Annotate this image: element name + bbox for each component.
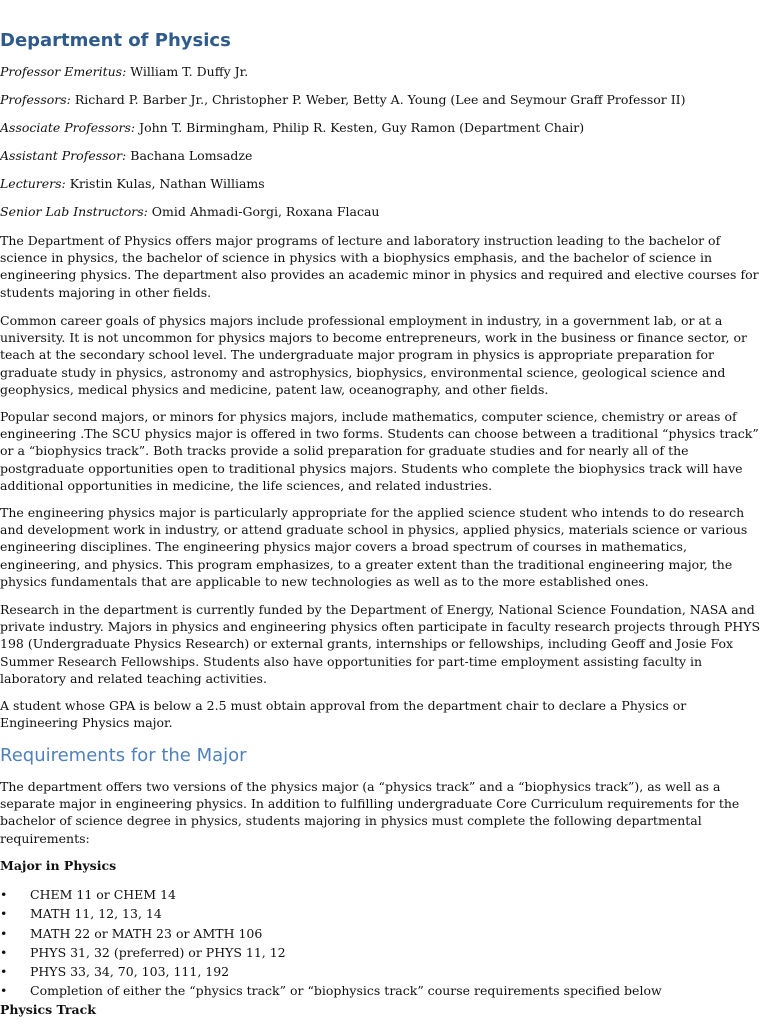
paragraph-gpa: A student whose GPA is below a 2.5 must obtain approval from the department chair to declare a Physics or Engineering Physics major. <box>0 698 687 731</box>
requirements-heading: Requirements for the Major <box>0 745 247 766</box>
faculty-role: Associate Professors: <box>0 120 136 135</box>
faculty-line-emeritus <box>0 63 248 81</box>
faculty-line-associate <box>0 119 584 137</box>
faculty-role: Professor Emeritus: <box>0 64 127 79</box>
faculty-role: Senior Lab Instructors: <box>0 204 148 219</box>
faculty-names: Omid Ahmadi-Gorgi, Roxana Flacau <box>147 204 380 219</box>
major-in-physics-heading: Major in Physics <box>0 858 117 873</box>
department-title: Department of Physics <box>0 30 231 51</box>
list-item: • PHYS 31, 32 (preferred) or PHYS 11, 12 <box>0 943 766 962</box>
physics-track-heading: Physics Track <box>0 1002 96 1017</box>
faculty-role: Professors: <box>0 92 71 107</box>
requirements-intro: The department offers two versions of the physics major (a “physics track” and a “biophysics track”), as well as a separate major in engineering physics. In addition to fulfilling undergraduate Core Curriculum requirements for the bachelor of science degree in physics, students majoring in physics must complete the following departmental requirements: <box>0 779 740 846</box>
list-item: • PHYS 33, 34, 70, 103, 111, 192 <box>0 962 766 981</box>
faculty-line-professors <box>0 91 686 109</box>
paragraph-research: Research in the department is currently funded by the Department of Energy, National Science Foundation, NASA and private industry. Majors in physics and engineering physics often participate in faculty research projects through PHYS 198 (Undergraduate Physics Research) or external grants, internships or fellowships, including Geoff and Josie Fox Summer Research Fellowships. Students also have opportunities for part-time employment assisting faculty in laboratory and related teaching activities. <box>0 602 761 686</box>
faculty-line-lecturers <box>0 175 265 193</box>
list-item: • Completion of either the “physics track” or “biophysics track” course requirements specified below <box>0 981 766 1000</box>
faculty-line-assistant <box>0 147 252 165</box>
paragraph-engineering-physics: The engineering physics major is particularly appropriate for the applied science student who intends to do research and development work in industry, or attend graduate school in physics, applied physics, materials science or various engineering disciplines. The engineering physics major covers a broad spectrum of courses in mathematics, engineering, and physics. This program emphasizes, to a greater extent than the traditional engineering major, the physics fundamentals that are applicable to new technologies as well as to the more established ones. <box>0 505 748 589</box>
paragraph-careers: Common career goals of physics majors include professional employment in industry, in a government lab, or at a university. It is not uncommon for physics majors to become entrepreneurs, work in the business or finance sector, or teach at the secondary school level. The undergraduate major program in physics is appropriate preparation for graduate study in physics, astronomy and astrophysics, biophysics, environmental science, geological science and geophysics, medical physics and medicine, patent law, oceanography, and other fields. <box>0 313 747 397</box>
faculty-names: John T. Birmingham, Philip R. Kesten, Guy Ramon (Department Chair) <box>135 120 585 135</box>
faculty-names: Bachana Lomsadze <box>126 148 253 163</box>
faculty-role: Assistant Professor: <box>0 148 127 163</box>
faculty-line-lab-instructors <box>0 203 379 221</box>
list-item: • MATH 22 or MATH 23 or AMTH 106 <box>0 924 766 943</box>
faculty-names: Richard P. Barber Jr., Christopher P. Weber, Betty A. Young (Lee and Seymour Graff Professor II) <box>70 92 686 107</box>
requirements-list <box>0 885 766 1001</box>
faculty-role: Lecturers: <box>0 176 66 191</box>
list-item: • MATH 11, 12, 13, 14 <box>0 904 766 923</box>
list-item: • CHEM 11 or CHEM 14 <box>0 885 766 904</box>
faculty-names: Kristin Kulas, Nathan Williams <box>65 176 265 191</box>
faculty-names: William T. Duffy Jr. <box>126 64 249 79</box>
paragraph-overview: The Department of Physics offers major programs of lecture and laboratory instruction leading to the bachelor of science in physics, the bachelor of science in physics with a biophysics emphasis, and the bachelor of science in engineering physics. The department also provides an academic minor in physics and required and elective courses for students majoring in other fields. <box>0 233 759 300</box>
paragraph-second-majors: Popular second majors, or minors for physics majors, include mathematics, computer science, chemistry or areas of engineering .The SCU physics major is offered in two forms. Students can choose between a traditional “physics track” or a “biophysics track”. Both tracks provide a solid preparation for graduate studies and for nearly all of the postgraduate opportunities open to traditional physics majors. Students who complete the biophysics track will have additional opportunities in medicine, the life sciences, and related industries. <box>0 409 759 493</box>
